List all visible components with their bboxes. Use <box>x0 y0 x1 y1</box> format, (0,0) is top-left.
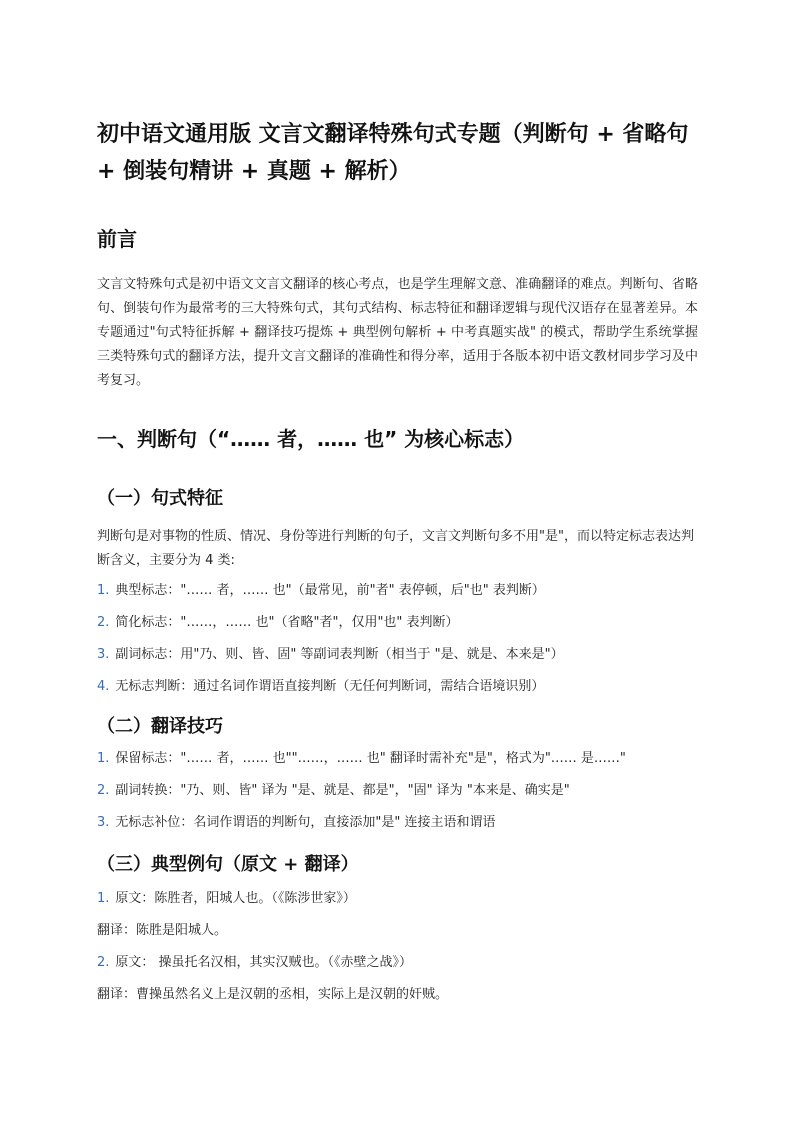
list-text: 简化标志："……，…… 也"（省略"者"，仅用"也" 表判断） <box>115 615 459 630</box>
tips-list <box>97 749 698 833</box>
example-original <box>97 889 698 909</box>
list-number: 1. <box>97 583 110 598</box>
subsection-heading-tips: （二）翻译技巧 <box>97 716 223 737</box>
document-title: 初中语文通用版 文言文翻译特殊句式专题（判断句 + 省略句 + 倒装句精讲 + 真题 + 解析） <box>97 122 689 184</box>
list-number: 1. <box>97 751 110 766</box>
list-number: 1. <box>97 891 110 906</box>
list-item <box>97 581 698 601</box>
list-text: 副词标志：用"乃、则、皆、固" 等副词表判断（相当于 "是、就是、本来是"） <box>115 647 564 662</box>
list-text: 典型标志："…… 者，…… 也"（最常见，前"者" 表停顿，后"也" 表判断） <box>115 583 545 598</box>
preface-text: 文言文特殊句式是初中语文文言文翻译的核心考点，也是学生理解文意、准确翻译的难点。判断句、省略句、倒装句作为最常考的三大特殊句式，其句式结构、标志特征和翻译逻辑与现代汉语存在显著差异。本专题通过"句式特征拆解 + 翻译技巧提炼 + 典型例句解析 + 中考真题实战" 的模式，帮助学生系统掌握三类特殊句式的翻译方法，提升文言文翻译的准确性和得分率，适用于各版本初中语文教材同步学习及中考复习。 <box>97 277 698 388</box>
list-text: 无标志补位：名词作谓语的判断句，直接添加"是" 连接主语和谓语 <box>115 815 496 830</box>
list-item <box>97 645 698 665</box>
preface-heading: 前言 <box>97 227 137 251</box>
features-list <box>97 581 698 697</box>
list-number: 3. <box>97 647 110 662</box>
example-translation: 翻译：曹操虽然名义上是汉朝的丞相，实际上是汉朝的奸贼。 <box>97 987 449 1002</box>
list-item <box>97 677 698 697</box>
list-item <box>97 749 698 769</box>
list-number: 2. <box>97 615 110 630</box>
example-translation: 翻译：陈胜是阳城人。 <box>97 923 228 938</box>
features-intro: 判断句是对事物的性质、情况、身份等进行判断的句子，文言文判断句多不用"是"，而以特定标志表达判断含义，主要分为 4 类: <box>97 529 694 568</box>
example-original-text: 原文： 操虽托名汉相，其实汉贼也。（《赤壁之战》） <box>115 955 413 970</box>
example-original <box>97 953 698 973</box>
list-text: 无标志判断：通过名词作谓语直接判断（无任何判断词，需结合语境识别） <box>115 679 545 694</box>
section-heading-judgment: 一、判断句（“…… 者，…… 也” 为核心标志） <box>97 427 525 451</box>
list-text: 保留标志："…… 者，…… 也""……，…… 也" 翻译时需补充"是"，格式为"…… 是……" <box>115 751 626 766</box>
list-item <box>97 813 698 833</box>
list-number: 2. <box>97 955 110 970</box>
list-text: 副词转换："乃、则、皆" 译为 "是、就是、都是"，"固" 译为 "本来是、确实是" <box>115 783 570 798</box>
examples-block <box>97 889 698 1005</box>
list-item <box>97 613 698 633</box>
subsection-heading-examples: （三）典型例句（原文 + 翻译） <box>97 854 359 875</box>
subsection-heading-features: （一）句式特征 <box>97 488 223 509</box>
list-number: 3. <box>97 815 110 830</box>
example-original-text: 原文：陈胜者，阳城人也。（《陈涉世家》） <box>115 891 356 906</box>
list-number: 2. <box>97 783 110 798</box>
list-number: 4. <box>97 679 110 694</box>
list-item <box>97 781 698 801</box>
